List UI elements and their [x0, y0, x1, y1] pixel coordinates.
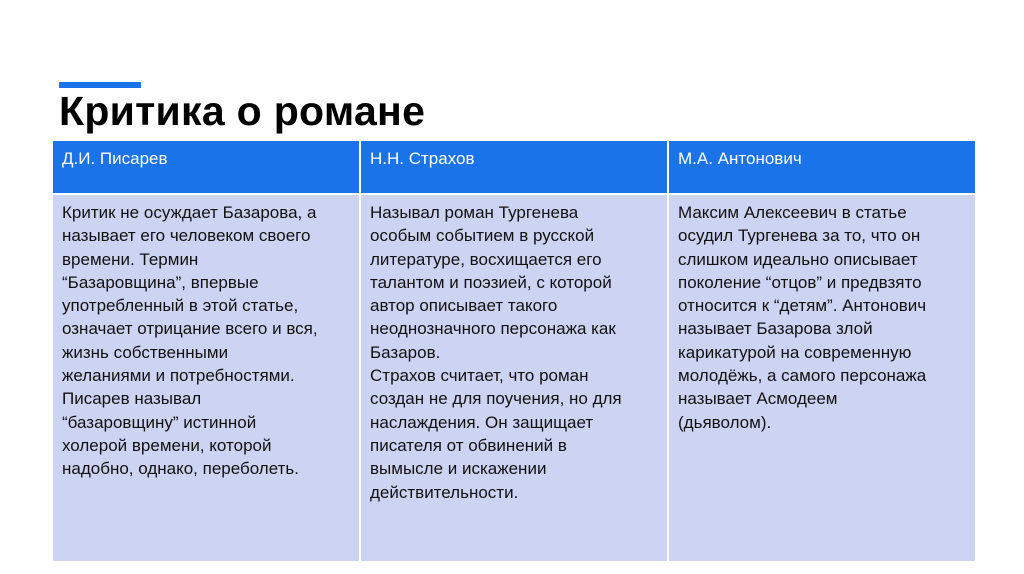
cell-text-line: осудил Тургенева за то, что он [678, 226, 921, 246]
cell-text-line: “Базаровщина”, впервые [62, 272, 259, 292]
cell-text-line: наслаждения. Он защищает [370, 412, 594, 432]
slide-title: Критика о романе [59, 88, 426, 134]
cell-pisarev [53, 195, 359, 561]
header-strakhov: Н.Н. Страхов [361, 141, 667, 193]
cell-text-line: Критик не осуждает Базарова, а [62, 203, 317, 222]
cell-text-line: Писарев называл [62, 389, 202, 409]
cell-text-line: означает отрицание всего и вся, [62, 319, 318, 339]
cell-text-line: неоднозначного персонажа как [370, 319, 616, 339]
cell-text-line: карикатурой на современную [678, 342, 912, 362]
cell-text-line: “базаровщину” истинной [62, 412, 257, 432]
cell-text-line: времени. Термин [62, 249, 199, 269]
cell-text-line: жизнь собственными [62, 342, 229, 362]
cell-antonovich [669, 195, 975, 561]
cell-text-line: относится к “детям”. Антонович [678, 296, 927, 316]
cell-text-line: писателя от обвинений в [370, 435, 567, 455]
cell-text-line: употребленный в этой статье, [62, 296, 299, 316]
cell-text-line: называет Базарова злой [678, 319, 873, 339]
cell-text-line: Максим Алексеевич в статье [678, 203, 907, 222]
cell-text-line: литературе, восхищается его [370, 249, 602, 269]
cell-text-line: слишком идеально описывает [678, 249, 918, 269]
cell-text-line: особым событием в русской [370, 226, 595, 246]
cell-text-line: автор описывает такого [370, 296, 558, 316]
cell-text-line: называет Асмодеем [678, 389, 838, 409]
cell-text-line: Страхов считает, что роман [370, 366, 589, 386]
cell-text-line: холерой времени, которой [62, 435, 272, 455]
cell-text-line: (дьяволом). [678, 412, 772, 432]
header-antonovich: М.А. Антонович [669, 141, 975, 193]
cell-text-line: вымысле и искажении [370, 459, 547, 479]
cell-text-line: создан не для поучения, но для [370, 389, 622, 409]
cell-text-line: молодёжь, а самого персонажа [678, 366, 927, 386]
cell-text-line: поколение “отцов” и предвзято [678, 272, 922, 292]
cell-text-line: талантом и поэзией, с которой [370, 272, 612, 292]
cell-text-line: действительности. [370, 482, 519, 502]
cell-text-line: надобно, однако, переболеть. [62, 459, 299, 479]
cell-text-line: желаниями и потребностями. [62, 366, 295, 386]
cell-text-line: Называл роман Тургенева [370, 203, 579, 222]
cell-text-line: называет его человеком своего [62, 226, 311, 246]
critics-table [53, 141, 971, 561]
cell-text-line: Базаров. [370, 342, 441, 362]
cell-strakhov [361, 195, 667, 561]
header-pisarev: Д.И. Писарев [53, 141, 359, 193]
